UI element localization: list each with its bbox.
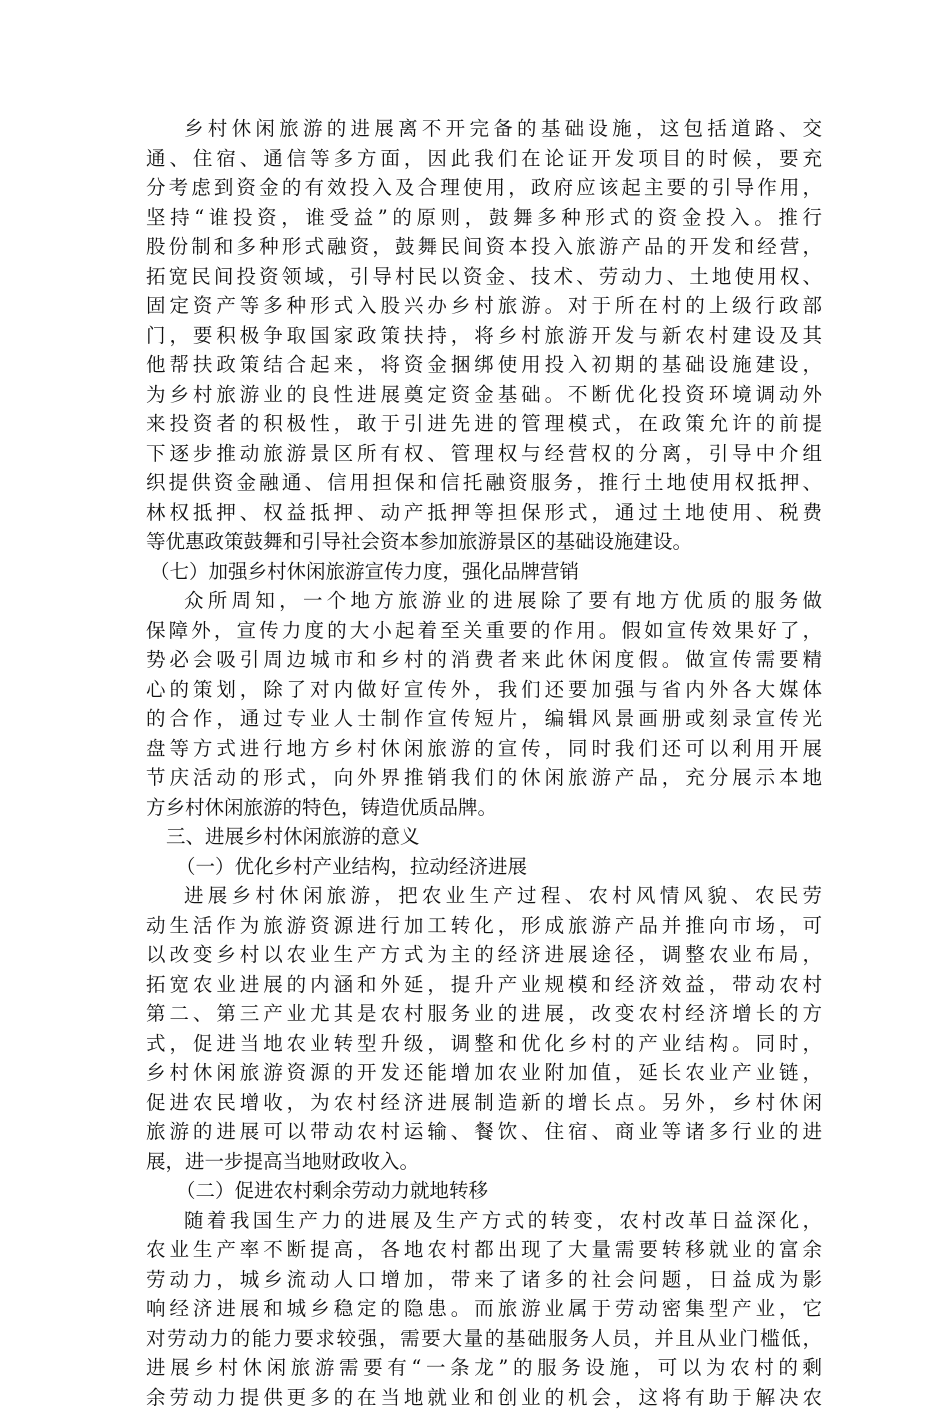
text-line: 股份制和多种形式融资，鼓舞民间资本投入旅游产品的开发和经营， (146, 232, 822, 262)
text-line: 等优惠政策鼓舞和引导社会资本参加旅游景区的基础设施建设。 (146, 527, 822, 557)
text-line: 固定资产等多种形式入股兴办乡村旅游。对于所在村的上级行政部 (146, 291, 822, 321)
text-line: 方乡村休闲旅游的特色，铸造优质品牌。 (146, 793, 822, 823)
text-line: 式，促进当地农业转型升级，调整和优化乡村的产业结构。同时， (146, 1029, 822, 1059)
text-line: 盘等方式进行地方乡村休闲旅游的宣传，同时我们还可以利用开展 (146, 734, 822, 764)
text-line: 展，进一步提高当地财政收入。 (146, 1147, 822, 1177)
text-line: 旅游的进展可以带动农村运输、餐饮、住宿、商业等诸多行业的进 (146, 1117, 822, 1147)
text-line: 以改变乡村以农业生产方式为主的经济进展途径，调整农业布局， (146, 940, 822, 970)
text-line: 劳动力，城乡流动人口增加，带来了诸多的社会问题，日益成为影 (146, 1265, 822, 1295)
text-line: 门，要积极争取国家政策扶持，将乡村旅游开发与新农村建设及其 (146, 321, 822, 351)
text-line: 节庆活动的形式，向外界推销我们的休闲旅游产品，充分展示本地 (146, 763, 822, 793)
text-line: 第二、第三产业尤其是农村服务业的进展，改变农村经济增长的方 (146, 999, 822, 1029)
body-text (146, 114, 822, 1412)
text-line: 余劳动力提供更多的在当地就业和创业的机会，这将有助于解决农 (146, 1383, 822, 1412)
text-line: 保障外，宣传力度的大小起着至关重要的作用。假如宣传效果好了， (146, 616, 822, 646)
text-line: 下逐步推动旅游景区所有权、管理权与经营权的分离，引导中介组 (146, 439, 822, 469)
text-line: （一）优化乡村产业结构，拉动经济进展 (146, 852, 822, 882)
text-line: 来投资者的积极性，敢于引进先进的管理模式，在政策允许的前提 (146, 409, 822, 439)
text-line: 促进农民增收，为农村经济进展制造新的增长点。另外，乡村休闲 (146, 1088, 822, 1118)
text-line: 乡村休闲旅游资源的开发还能增加农业附加值，延长农业产业链， (146, 1058, 822, 1088)
text-line: 心的策划，除了对内做好宣传外，我们还要加强与省内外各大媒体 (146, 675, 822, 705)
text-line: 农业生产率不断提高，各地农村都出现了大量需要转移就业的富余 (146, 1235, 822, 1265)
text-line: 拓宽农业进展的内涵和外延，提升产业规模和经济效益，带动农村 (146, 970, 822, 1000)
text-line: 响经济进展和城乡稳定的隐患。而旅游业属于劳动密集型产业，它 (146, 1294, 822, 1324)
text-line: （七）加强乡村休闲旅游宣传力度，强化品牌营销 (146, 557, 822, 587)
text-line: 坚持“谁投资，谁受益”的原则，鼓舞多种形式的资金投入。推行 (146, 203, 822, 233)
text-line: 的合作，通过专业人士制作宣传短片，编辑风景画册或刻录宣传光 (146, 704, 822, 734)
text-line: 动生活作为旅游资源进行加工转化，形成旅游产品并推向市场，可 (146, 911, 822, 941)
text-line: 进展乡村休闲旅游需要有“一条龙”的服务设施，可以为农村的剩 (146, 1353, 822, 1383)
text-line: 林权抵押、权益抵押、动产抵押等担保形式，通过土地使用、税费 (146, 498, 822, 528)
text-line: 他帮扶政策结合起来，将资金捆绑使用投入初期的基础设施建设， (146, 350, 822, 380)
text-line: 分考虑到资金的有效投入及合理使用，政府应该起主要的引导作用， (146, 173, 822, 203)
text-line: 织提供资金融通、信用担保和信托融资服务，推行土地使用权抵押、 (146, 468, 822, 498)
text-line: 随着我国生产力的进展及生产方式的转变，农村改革日益深化， (146, 1206, 822, 1236)
text-line: 为乡村旅游业的良性进展奠定资金基础。不断优化投资环境调动外 (146, 380, 822, 410)
text-line: （二）促进农村剩余劳动力就地转移 (146, 1176, 822, 1206)
text-line: 拓宽民间投资领域，引导村民以资金、技术、劳动力、土地使用权、 (146, 262, 822, 292)
text-line: 对劳动力的能力要求较强，需要大量的基础服务人员，并且从业门槛低， (146, 1324, 822, 1354)
text-line: 进展乡村休闲旅游，把农业生产过程、农村风情风貌、农民劳 (146, 881, 822, 911)
text-line: 三、进展乡村休闲旅游的意义 (146, 822, 822, 852)
text-line: 众所周知，一个地方旅游业的进展除了要有地方优质的服务做 (146, 586, 822, 616)
text-line: 势必会吸引周边城市和乡村的消费者来此休闲度假。做宣传需要精 (146, 645, 822, 675)
text-line: 通、住宿、通信等多方面，因此我们在论证开发项目的时候，要充 (146, 144, 822, 174)
text-line: 乡村休闲旅游的进展离不开完备的基础设施，这包括道路、交 (146, 114, 822, 144)
